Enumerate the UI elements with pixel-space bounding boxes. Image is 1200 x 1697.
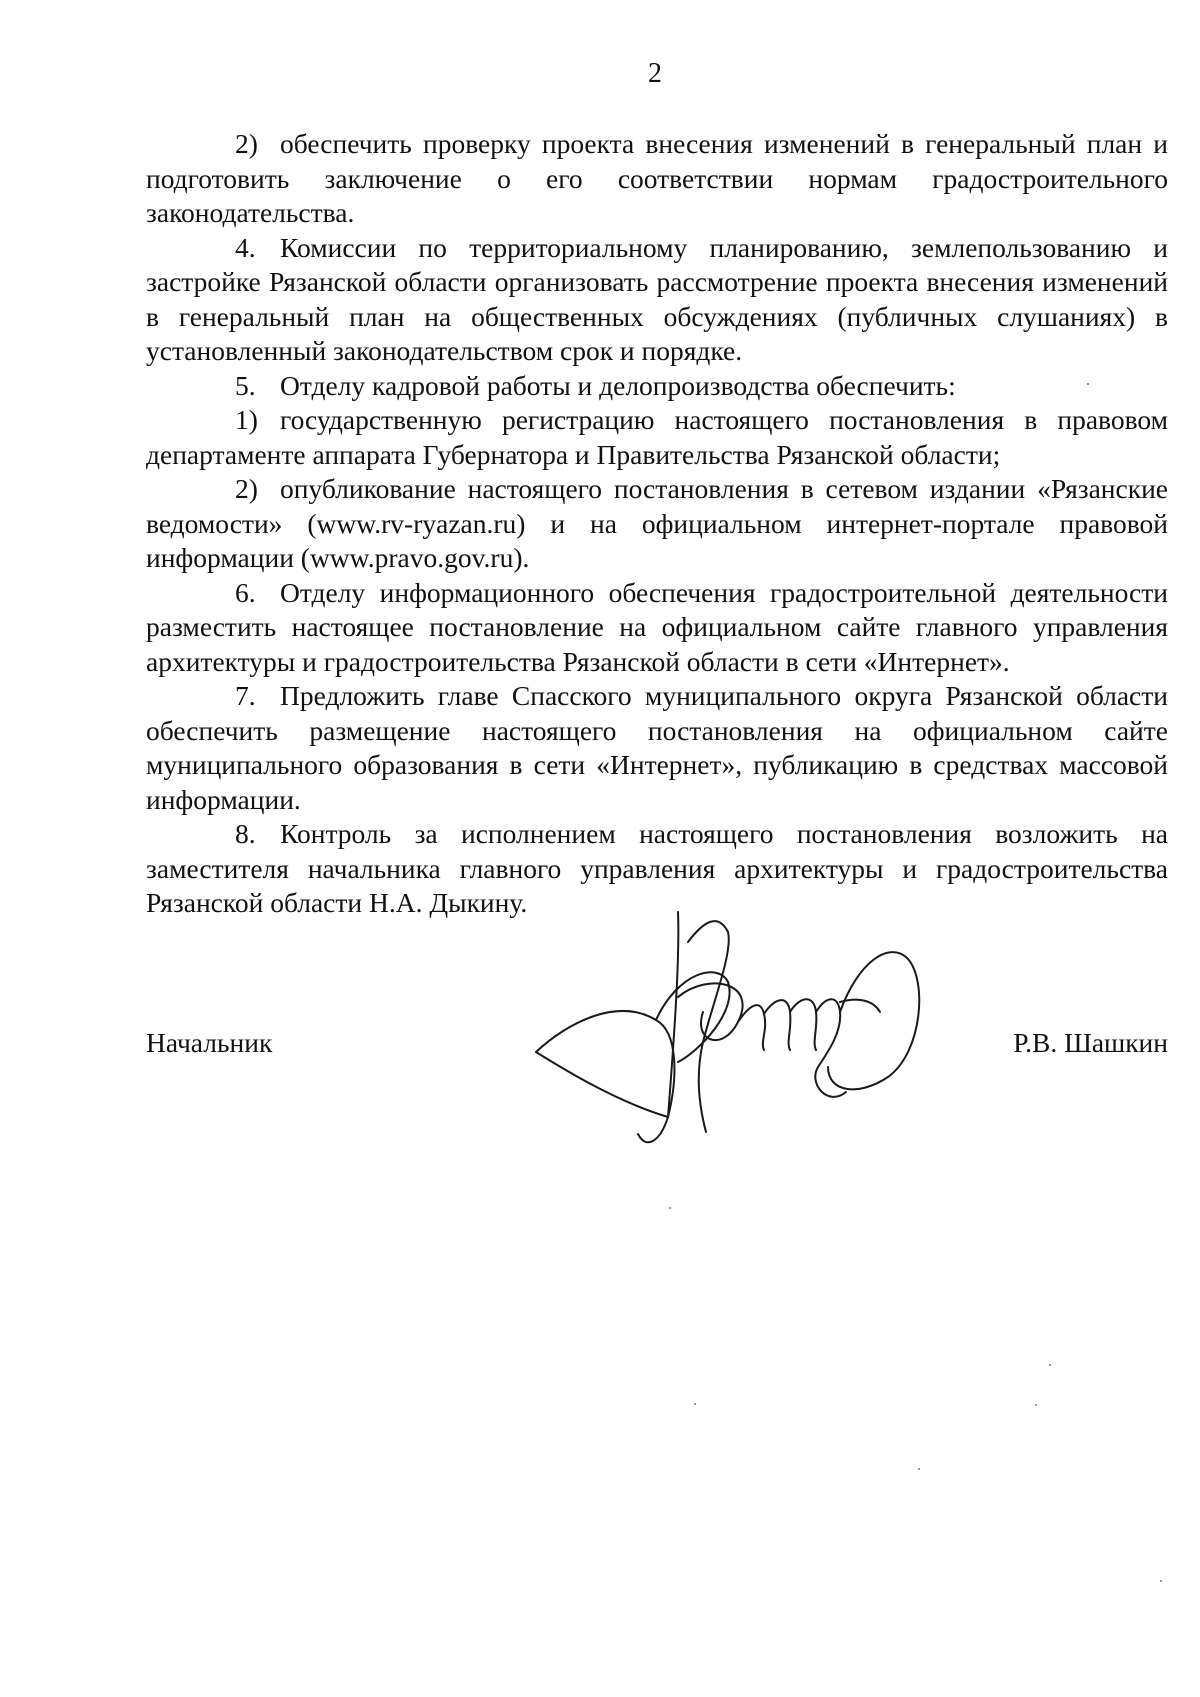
scan-speck <box>1049 1364 1051 1366</box>
paragraph-number: 5. <box>235 369 256 401</box>
paragraph-number: 4. <box>235 231 256 263</box>
paragraph-number: 6. <box>235 576 256 608</box>
paragraph-text: опубликование настоящего постановления в сетевом издании «Рязанские ведомости» (www.rv-ryazan.ru) и на официальном интернет-портале правовой информации (www.pravo.gov.ru). <box>146 473 1168 573</box>
scan-speck <box>1035 1404 1037 1406</box>
paragraph-text: Комиссии по территориальному планированию, землепользованию и застройке Рязанской области организовать рассмотрение проекта внесения изменений в генеральный план на общественных обсуждениях (публичных слушаниях) в установленный законодательством срок и порядке. <box>146 231 1168 366</box>
paragraph-number: 1) <box>235 404 258 435</box>
signatory-name: Р.В. Шашкин <box>1013 1027 1168 1058</box>
paragraph-text: обеспечить проверку проекта внесения изменений в генеральный план и подготовить заключение о его соответствии нормам градостроительного законодательства. <box>146 128 1168 228</box>
document-body <box>146 127 1168 921</box>
paragraph-text: Отделу кадровой работы и делопроизводства обеспечить: <box>280 369 956 401</box>
paragraph-text: государственную регистрацию настоящего постановления в правовом департаменте аппарата Губернатора и Правительства Рязанской области; <box>146 404 1168 470</box>
signature-block <box>146 1007 1168 1167</box>
paragraph-5-2-publication <box>146 472 1168 576</box>
scan-speck <box>1160 1580 1162 1582</box>
paragraph-number: 2) <box>235 128 258 159</box>
handwritten-signature <box>528 902 948 1162</box>
signatory-position: Начальник <box>146 1027 273 1058</box>
scan-speck <box>918 1468 920 1470</box>
scan-speck <box>694 1403 696 1405</box>
paragraph-5-hr-department <box>146 369 1168 404</box>
paragraph-number: 8. <box>235 818 256 849</box>
paragraph-7-municipal <box>146 679 1168 817</box>
scan-speck <box>669 1207 671 1209</box>
paragraph-4-commission <box>146 231 1168 369</box>
paragraph-text: Отделу информационного обеспечения градостроительной деятельности разместить настоящее постановление на официальном сайте главного управления архитектуры и градостроительства Рязанской области в сети «Интернет». <box>146 576 1168 677</box>
paragraph-item-2-check <box>146 127 1168 231</box>
paragraph-number: 7. <box>235 680 256 711</box>
page-number: 2 <box>648 58 662 89</box>
paragraph-6-info-department <box>146 576 1168 680</box>
paragraph-text: Предложить главе Спасского муниципального округа Рязанской области обеспечить размещение настоящего постановления на официальном сайте муниципального образования в сети «Интернет», публикацию в средствах массовой информации. <box>146 680 1168 815</box>
scan-speck <box>1087 383 1089 385</box>
paragraph-text: Контроль за исполнением настоящего постановления возложить на заместителя начальника главного управления архитектуры и градостроительства Рязанской области Н.А. Дыкину. <box>146 818 1168 918</box>
paragraph-5-1-registration <box>146 403 1168 472</box>
paragraph-number: 2) <box>235 473 258 504</box>
